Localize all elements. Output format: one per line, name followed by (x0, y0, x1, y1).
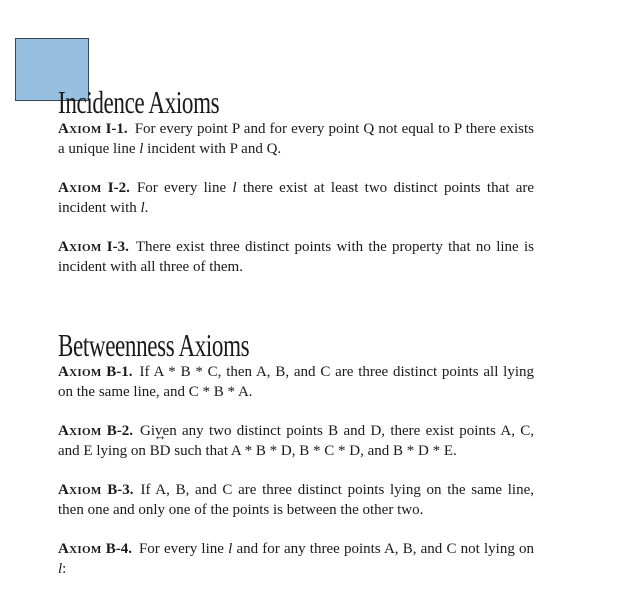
axiom-b-3: Axiom B-3. If A, B, and C are three distinct points lying on the same line, then one and only one of the points is between the other two. (58, 482, 535, 518)
axiom-i-2: Axiom I-2. For every line l there exist at least two distinct points that are incident with l. (58, 180, 535, 216)
axiom-i-3: Axiom I-3. There exist three distinct points with the property that no line is incident with all three of them. (58, 239, 535, 275)
axiom-b-1: Axiom B-1. If A * B * C, then A, B, and C are three distinct points all lying on the same line, and C * B * A. (58, 364, 534, 400)
incidence-axioms-heading: Incidence Axioms (58, 84, 220, 121)
axiom-b-2: Axiom B-2. Given any two distinct points B and D, there exist points A, C, and E lying on ↔ BD such that A * B * D, B * C * D, and B * D * E. (58, 421, 534, 461)
betweenness-axioms-heading: Betweenness Axioms (58, 327, 250, 364)
axiom-i-1: Axiom I-1. For every point P and for every point Q not equal to P there exists a unique line l incident with P and Q. (58, 121, 534, 157)
axiom-b-4: Axiom B-4. For every line l and for any three points A, B, and C not lying on l: (58, 541, 535, 577)
